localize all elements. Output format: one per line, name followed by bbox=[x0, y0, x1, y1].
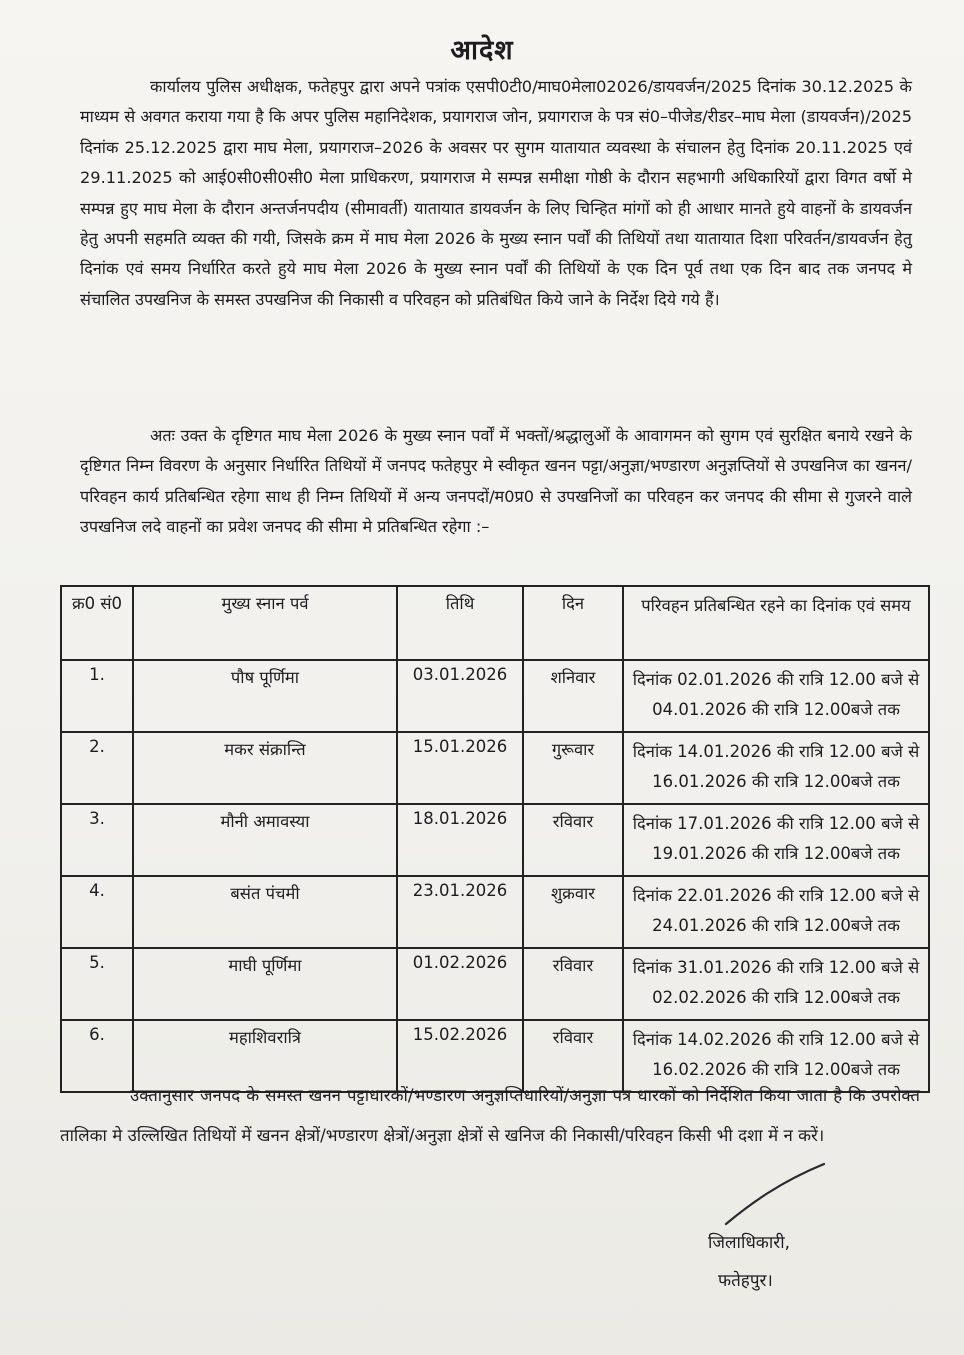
cell-restriction: दिनांक 22.01.2026 की रात्रि 12.00 बजे से 24.01.2026 की रात्रि 12.00बजे तक bbox=[623, 876, 929, 948]
cell-serial: 4. bbox=[61, 876, 133, 948]
header-date: तिथि bbox=[397, 586, 523, 660]
cell-serial: 1. bbox=[61, 660, 133, 732]
cell-restriction: दिनांक 17.01.2026 की रात्रि 12.00 बजे से 19.01.2026 की रात्रि 12.00बजे तक bbox=[623, 804, 929, 876]
cell-date: 15.02.2026 bbox=[397, 1020, 523, 1092]
intro-paragraph: कार्यालय पुलिस अधीक्षक, फतेहपुर द्वारा अपने पत्रांक एसपी0टी0/माघ0मेला02026/डायवर्जन/2025 दिनांक 30.12.2025 के माध्यम से अवगत कराया गया है कि अपर पुलिस महानिदेशक, प्रयागराज जोन, प्रयागराज के पत्र सं0–पीजेड/रीडर–माघ मेला (डायवर्जन)/2025 दिनांक 25.12.2025 द्वारा माघ मेला, प्रयागराज–2026 के अवसर पर सुगम यातायात व्यवस्था के संचालन हेतु दिनांक 20.11.2025 एवं 29.11.2025 को आई0सी0सी0सी0 मेला प्राधिकरण, प्रयागराज मे सम्पन्न समीक्षा गोष्ठी के दौरान सहभागी अधिकारियों द्वारा विगत वर्षो मे सम्पन्न हुए माघ मेला के दौरान अन्तर्जनपदीय (सीमावर्ती) यातायात डायवर्जन के लिए चिन्हित मांगों को ही आधार मानते हुये वाहनों के डायवर्जन हेतु अपनी सहमति व्यक्त की गयी, जिसके क्रम में माघ मेला 2026 के मुख्य स्नान पर्वों की तिथियों तथा यातायात दिशा परिवर्तन/डायवर्जन हेतु दिनांक एवं समय निर्धारित करते हुये माघ मेला 2026 के मुख्य स्नान पर्वों की तिथियों के एक दिन पूर्व तथा एक दिन बाद तक जनपद मे संचालित उपखनिज के समस्त उपखनिज की निकासी व परिवहन को प्रतिबंधित किये जाने के निर्देश दिये गये हैं। bbox=[80, 77, 912, 309]
directive-paragraph: अतः उक्त के दृष्टिगत माघ मेला 2026 के मुख्य स्नान पर्वों में भक्तों/श्रद्धालुओं के आवागमन को सुगम एवं सुरक्षित बनाये रखने के दृष्टिगत निम्न विवरण के अनुसार निर्धारित तिथियों में जनपद फतेहपुर मे स्वीकृत खनन पट्टा/अनुज्ञा/भण्डारण अनुज्ञप्तियों से उपखनिज का खनन/परिवहन कार्य प्रतिबन्धित रहेगा साथ ही निम्न तिथियों में अन्य जनपदों/म0प्र0 से उपखनिजों का परिवहन कर जनपद की सीमा से गुजरने वाले उपखनिज लदे वाहनों का प्रवेश जनपद की सीमा मे प्रतिबन्धित रहेगा :– bbox=[80, 426, 912, 537]
cell-serial: 3. bbox=[61, 804, 133, 876]
signatory-place: फतेहपुर। bbox=[718, 1271, 773, 1291]
cell-festival: महाशिवरात्रि bbox=[133, 1020, 397, 1092]
cell-serial: 2. bbox=[61, 732, 133, 804]
header-day: दिन bbox=[523, 586, 623, 660]
table-row bbox=[61, 732, 929, 804]
cell-festival: माघी पूर्णिमा bbox=[133, 948, 397, 1020]
cell-day: गुरूवार bbox=[523, 732, 623, 804]
cell-day: रविवार bbox=[523, 804, 623, 876]
cell-restriction: दिनांक 31.01.2026 की रात्रि 12.00 बजे से 02.02.2026 की रात्रि 12.00बजे तक bbox=[623, 948, 929, 1020]
signatory-designation: जिलाधिकारी, bbox=[708, 1233, 791, 1253]
table-header-row bbox=[61, 586, 929, 660]
cell-day: रविवार bbox=[523, 1020, 623, 1092]
cell-serial: 6. bbox=[61, 1020, 133, 1092]
document-title: आदेश bbox=[450, 35, 514, 66]
cell-festival: पौष पूर्णिमा bbox=[133, 660, 397, 732]
restriction-schedule-table bbox=[60, 585, 930, 1093]
cell-date: 18.01.2026 bbox=[397, 804, 523, 876]
cell-serial: 5. bbox=[61, 948, 133, 1020]
cell-date: 01.02.2026 bbox=[397, 948, 523, 1020]
header-restriction: परिवहन प्रतिबन्धित रहने का दिनांक एवं समय bbox=[623, 586, 929, 660]
table-row bbox=[61, 804, 929, 876]
cell-festival: बसंत पंचमी bbox=[133, 876, 397, 948]
cell-day: शनिवार bbox=[523, 660, 623, 732]
table-row bbox=[61, 876, 929, 948]
header-serial: क्र0 सं0 bbox=[61, 586, 133, 660]
instruction-paragraph: उक्तानुसार जनपद के समस्त खनन पट्टाधारकों/भण्डारण अनुज्ञप्तिधारियों/अनुज्ञा पत्र धारकों को निर्देशित किया जाता है कि उपरोक्त तालिका मे उल्लिखित तिथियों में खनन क्षेत्रों/भण्डारण क्षेत्रों/अनुज्ञा क्षेत्रों से खनिज की निकासी/परिवहन किसी भी दशा में न करें। bbox=[60, 1085, 920, 1145]
cell-festival: मौनी अमावस्या bbox=[133, 804, 397, 876]
table-row bbox=[61, 660, 929, 732]
cell-restriction: दिनांक 14.02.2026 की रात्रि 12.00 बजे से 16.02.2026 की रात्रि 12.00बजे तक bbox=[623, 1020, 929, 1092]
table-row bbox=[61, 948, 929, 1020]
cell-festival: मकर संक्रान्ति bbox=[133, 732, 397, 804]
cell-date: 23.01.2026 bbox=[397, 876, 523, 948]
cell-day: रविवार bbox=[523, 948, 623, 1020]
cell-restriction: दिनांक 02.01.2026 की रात्रि 12.00 बजे से 04.01.2026 की रात्रि 12.00बजे तक bbox=[623, 660, 929, 732]
cell-day: शुक्रवार bbox=[523, 876, 623, 948]
signature-mark bbox=[720, 1160, 830, 1230]
cell-date: 15.01.2026 bbox=[397, 732, 523, 804]
cell-restriction: दिनांक 14.01.2026 की रात्रि 12.00 बजे से 16.01.2026 की रात्रि 12.00बजे तक bbox=[623, 732, 929, 804]
header-festival: मुख्य स्नान पर्व bbox=[133, 586, 397, 660]
cell-date: 03.01.2026 bbox=[397, 660, 523, 732]
